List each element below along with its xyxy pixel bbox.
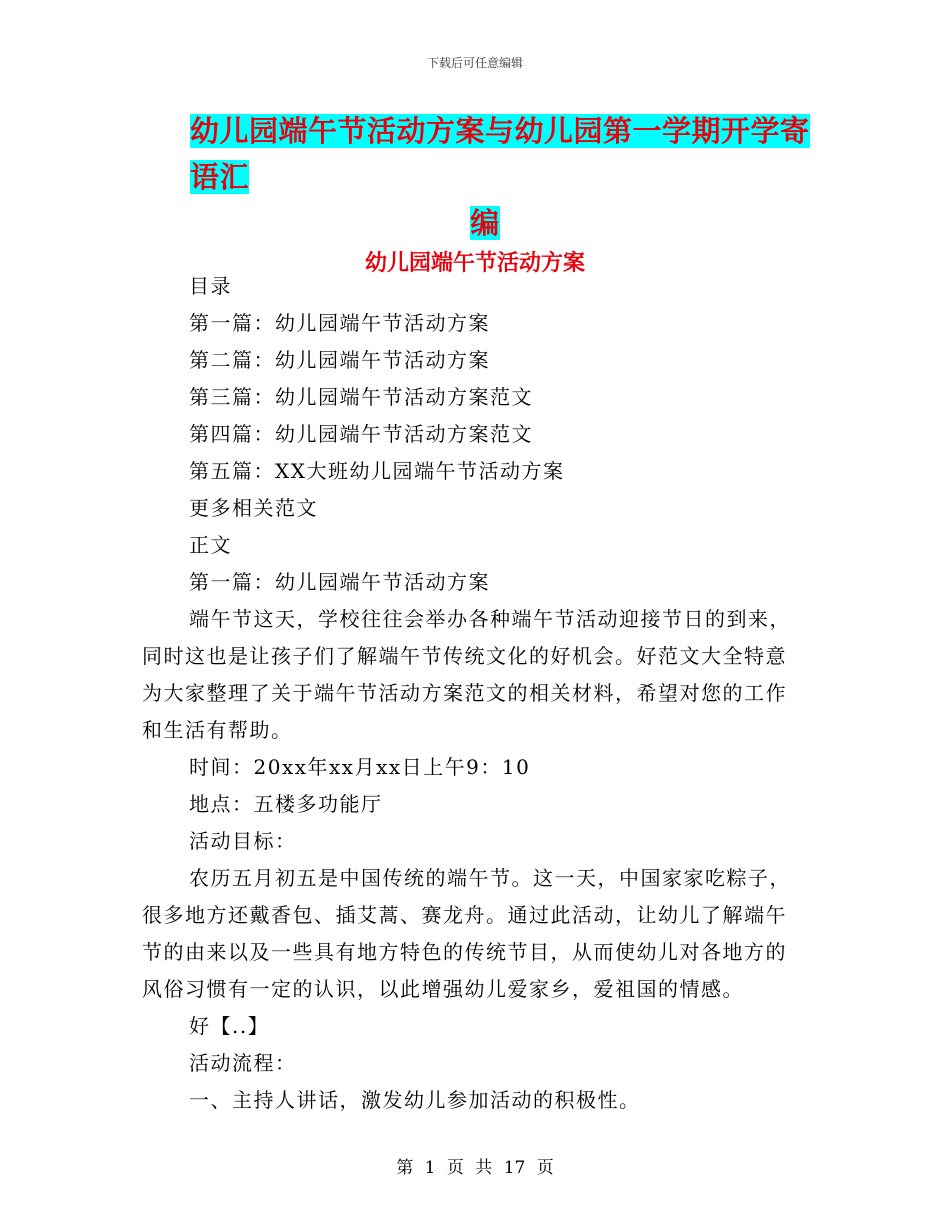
toc-item: 第一篇：幼儿园端午节活动方案 [189, 311, 490, 335]
title-line-2: 编 [470, 206, 500, 240]
flow-label: 活动流程： [189, 1051, 297, 1075]
page-footer: 第 1 页 共 17 页 [396, 1158, 554, 1178]
toc-more: 更多相关范文 [189, 496, 318, 520]
body-label: 正文 [189, 533, 232, 557]
time-line: 时间：20xx年xx月xx日上午9：10 [189, 755, 531, 779]
toc-heading: 目录 [189, 274, 232, 298]
goal-paragraph: 农历五月初五是中国传统的端午节。这一天，中国家家吃粽子，很多地方还戴香包、插艾蒿、赛龙舟。通过此活动，让幼儿了解端午节的由来以及一些具有地方特色的传统节目，从而使幼儿对各地方的风俗习惯有一定的认识，以此增强幼儿爱家乡，爱祖国的情感。 [142, 866, 791, 1001]
flow-step-1: 一、主持人讲话，激发幼儿参加活动的积极性。 [189, 1088, 641, 1112]
ellipsis-line: 好【..】 [189, 1014, 270, 1038]
title-line-1: 幼儿园端午节活动方案与幼儿园第一学期开学寄语汇 [190, 114, 810, 194]
goal-label: 活动目标： [189, 829, 297, 853]
toc-item: 第二篇：幼儿园端午节活动方案 [189, 348, 490, 372]
intro-paragraph: 端午节这天，学校往往会举办各种端午节活动迎接节日的到来，同时这也是让孩子们了解端午节传统文化的好机会。好范文大全特意为大家整理了关于端午节活动方案范文的相关材料，希望对您的工作和生活有帮助。 [142, 607, 791, 742]
section-title: 幼儿园端午节活动方案 [364, 250, 585, 276]
document-body [142, 268, 802, 1119]
toc-item: 第三篇：幼儿园端午节活动方案范文 [189, 385, 533, 409]
place-line: 地点：五楼多功能厅 [189, 792, 383, 816]
toc-item: 第四篇：幼儿园端午节活动方案范文 [189, 422, 533, 446]
toc-item: 第五篇：XX大班幼儿园端午节活动方案 [189, 459, 565, 483]
document-title [190, 108, 810, 246]
part-heading: 第一篇：幼儿园端午节活动方案 [189, 570, 490, 594]
header-note: 下载后可任意编辑 [426, 56, 523, 70]
